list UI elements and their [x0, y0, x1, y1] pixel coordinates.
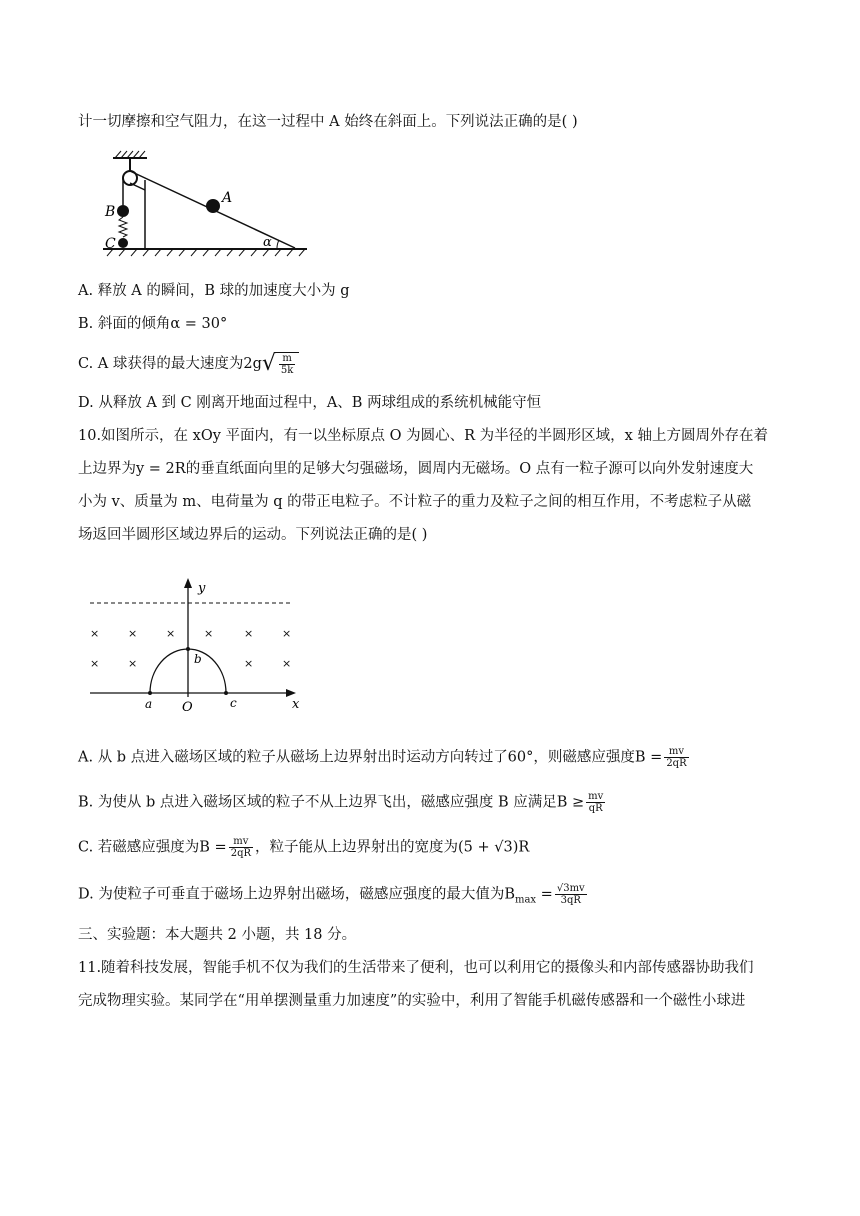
- field-cross: ×: [166, 627, 176, 640]
- q10-option-d: D. 为使粒子可垂直于磁场上边界射出磁场，磁感应强度的最大值为$B_{max}$ = $\frac{√3mv}{3qR}$: [78, 883, 585, 906]
- q9-option-d: D. 从释放 A 到 C 刚离开地面过程中，A、B 两球组成的系统机械能守恒: [78, 395, 542, 411]
- field-cross: ×: [128, 657, 138, 670]
- q10-option-b: B. 为使从 b 点进入磁场区域的粒子不从上边界飞出，磁感应强度 B 应满足B ≥ $\frac{mv}{qR}$: [78, 791, 604, 814]
- field-cross: ×: [204, 627, 214, 640]
- field-cross: ×: [90, 657, 100, 670]
- point-c-label: c: [230, 696, 237, 710]
- label-c: C: [105, 236, 116, 252]
- q11-line2: 完成物理实验。某同学在“用单摆测量重力加速度”的实验中，利用了智能手机磁传感器和一个磁性小球进: [78, 993, 746, 1009]
- ball-b: [117, 205, 129, 217]
- q10-stem-line3: 小为 v、质量为 m、电荷量为 q 的带正电粒子。不计粒子的重力及粒子之间的相互作用，不考虑粒子从磁: [78, 494, 752, 510]
- incline-figure: [85, 140, 325, 265]
- q10-option-c: C. 若磁感应强度为B = $\frac{mv}{2qR}$ ，粒子能从上边界射出的宽度为(5 + √3)R: [78, 836, 530, 859]
- axis-x-label: x: [292, 697, 300, 712]
- q10-stem-line2: 上边界为y = 2R的垂直纸面向里的足够大匀强磁场，圆周内无磁场。O 点有一粒子源可以向外发射速度大: [78, 461, 754, 477]
- point-a-label: a: [145, 697, 153, 711]
- label-b: B: [105, 204, 116, 220]
- field-cross: ×: [90, 627, 100, 640]
- origin-label: O: [182, 700, 193, 715]
- field-cross: ×: [128, 627, 138, 640]
- field-cross: ×: [244, 627, 254, 640]
- ball-c: [118, 238, 128, 248]
- label-alpha: α: [263, 235, 272, 250]
- q9-option-a: A. 释放 A 的瞬间，B 球的加速度大小为 g: [78, 283, 350, 299]
- field-cross: ×: [282, 627, 292, 640]
- point-b-label: b: [194, 652, 202, 666]
- q10-stem-line1: 10.如图所示，在 xOy 平面内，有一以坐标原点 O 为圆心、R 为半径的半圆形区域，x 轴上方圆周外存在着: [78, 428, 768, 444]
- q9-option-c: C. A 球获得的最大速度为2g√ $\frac{m}{5k}$: [78, 352, 299, 376]
- field-cross: ×: [282, 657, 292, 670]
- magnetic-field-figure: [78, 562, 318, 730]
- q11-line1: 11.随着科技发展，智能手机不仅为我们的生活带来了便利，也可以利用它的摄像头和内部传感器协助我们: [78, 960, 754, 976]
- label-a: A: [222, 190, 233, 206]
- q10-stem-line4: 场返回半圆形区域边界后的运动。下列说法正确的是( ): [78, 527, 428, 543]
- q9-stem-tail: 计一切摩擦和空气阻力，在这一过程中 A 始终在斜面上。下列说法正确的是( ): [78, 114, 578, 130]
- ball-a: [206, 199, 220, 213]
- section-title: 三、实验题：本大题共 2 小题，共 18 分。: [78, 927, 357, 943]
- q10-option-a: A. 从 b 点进入磁场区域的粒子从磁场上边界射出时运动方向转过了60°，则磁感应强度B = $\frac{mv}{2qR}$: [78, 746, 687, 769]
- axis-y-label: y: [198, 581, 206, 596]
- q9-option-b: B. 斜面的倾角α = 30°: [78, 316, 228, 332]
- field-cross: ×: [244, 657, 254, 670]
